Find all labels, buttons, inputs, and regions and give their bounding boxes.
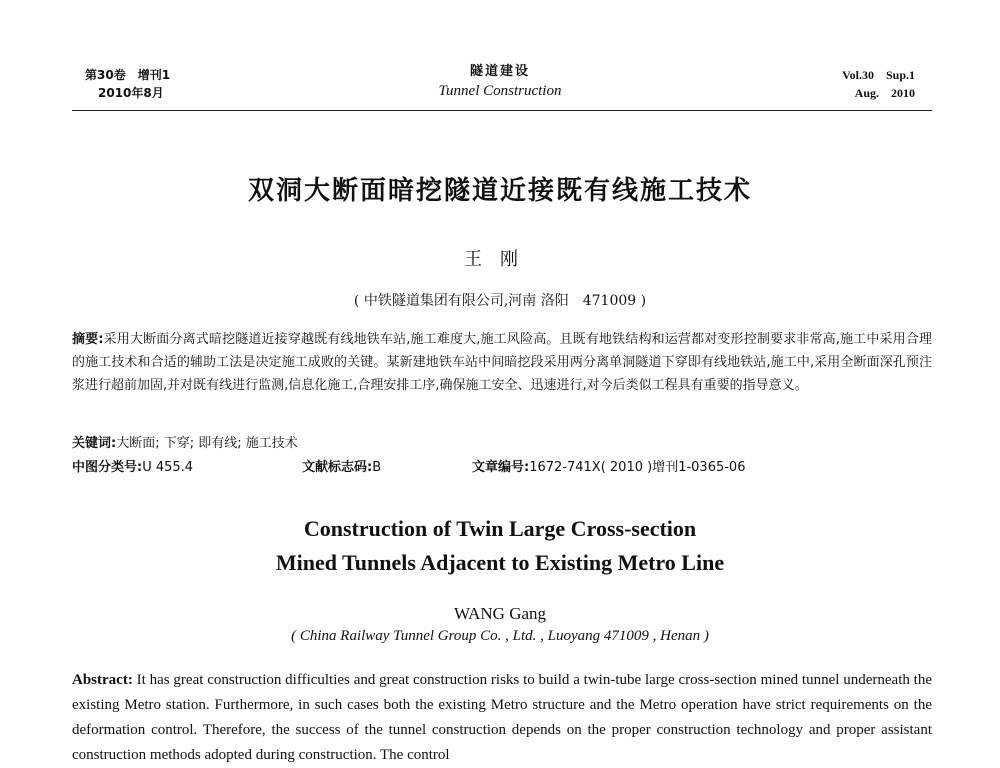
journal-name-cn: 隧道建设: [469, 64, 530, 79]
clc-value: U 455.4: [142, 460, 194, 475]
journal-name-en: Tunnel Construction: [438, 83, 562, 99]
abstract-cn: [72, 328, 932, 397]
volume-label-en: Vol.30 Sup.1: [842, 68, 915, 82]
date-label: 2010年8月: [98, 86, 164, 100]
header-rule: [72, 110, 932, 111]
document-code: [302, 456, 381, 475]
issue-info-en: [842, 66, 915, 102]
keywords-text: 大断面; 下穿; 即有线; 施工技术: [116, 436, 298, 451]
abstract-en-text: It has great construction difficulties and great construction risks to build a twin-tube large cross-section mined tunnel underneath the existing Metro station. Furthermore, in such cases both the existing Metro structure and the Metro operation have strict requirements on the deformation control. Therefore, the success of the tunnel construction depends on the proper construction technology and proper assistant construction methods adopted during construction. The control: [72, 672, 932, 763]
article-no-label: 文章编号:: [472, 460, 530, 475]
article-number: [472, 456, 745, 475]
journal-name: [400, 60, 600, 100]
keywords: [72, 432, 298, 451]
clc-number: [72, 456, 193, 475]
affiliation-cn: ( 中铁隧道集团有限公司,河南 洛阳 471009 ): [353, 293, 647, 309]
issue-info: [85, 66, 170, 102]
page-header: [0, 0, 1000, 120]
date-label-en: Aug. 2010: [854, 86, 915, 100]
article-no-value: 1672-741X( 2010 )增刊1-0365-06: [529, 460, 746, 475]
abstract-cn-label: 摘要:: [72, 332, 104, 347]
affiliation-en: ( China Railway Tunnel Group Co. , Ltd. , Luoyang 471009 , Henan ): [291, 628, 709, 644]
doc-code-value: B: [372, 460, 382, 475]
abstract-en-label: Abstract:: [72, 672, 133, 688]
paper-title-cn: 双洞大断面暗挖隧道近接既有线施工技术: [247, 176, 752, 206]
volume-label: 第30卷 增刊1: [85, 68, 171, 82]
doc-code-label: 文献标志码:: [302, 460, 373, 475]
clc-label: 中图分类号:: [72, 460, 143, 475]
paper-title-en-line2: Mined Tunnels Adjacent to Existing Metro Line: [275, 550, 725, 575]
author-name-cn: 王刚: [464, 249, 536, 270]
paper-title-en: [0, 512, 1000, 580]
abstract-cn-text: 采用大断面分离式暗挖隧道近接穿越既有线地铁车站,施工难度大,施工风险高。且既有地铁结构和运营都对变形控制要求非常高,施工中采用合理的施工技术和合适的辅助工法是决定施工成败的关键。某新建地铁车站中间暗挖段采用两分离单洞隧道下穿即有线地铁站,施工中,采用全断面深孔预注浆进行超前加固,并对既有线进行监测,信息化施工,合理安排工序,确保施工安全、迅速进行,对今后类似工程具有重要的指导意义。: [72, 332, 932, 393]
keywords-label: 关键词:: [72, 436, 117, 451]
abstract-en: [72, 668, 932, 768]
paper-title-en-line1: Construction of Twin Large Cross-section: [303, 516, 697, 541]
author-name-en: WANG Gang: [453, 604, 547, 623]
